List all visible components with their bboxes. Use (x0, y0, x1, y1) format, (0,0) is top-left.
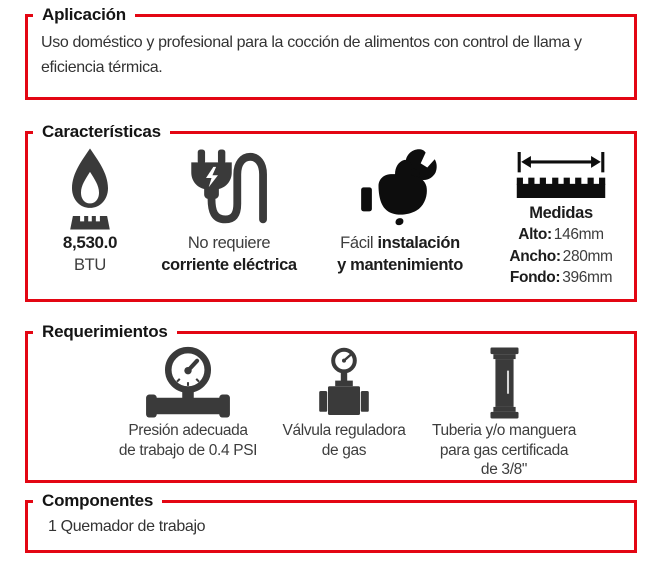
requirement-pipe (414, 345, 594, 480)
spec-fondo-label: Fondo: (509, 269, 561, 286)
no-electricity-caption (146, 232, 312, 276)
easy-install-line2: y mantenimiento (337, 256, 463, 274)
gas-valve-icon (278, 345, 410, 421)
ruler-icon (488, 146, 634, 200)
pipe-caption (414, 421, 594, 480)
component-item: 1 Quemador de trabajo (48, 518, 206, 535)
spec-alto (488, 224, 634, 246)
spec-fondo (488, 267, 634, 289)
valve-caption (278, 421, 410, 460)
requirements-row (28, 334, 634, 480)
feature-no-electricity (146, 146, 312, 289)
easy-install-prefix: Fácil (340, 234, 378, 252)
pressure-line2: de trabajo de 0.4 PSI (118, 441, 258, 459)
medidas-heading: Medidas (529, 204, 593, 222)
spec-ancho-value: 280mm (562, 247, 613, 265)
valve-line2: de gas (321, 441, 367, 459)
pressure-gauge-icon (102, 345, 274, 421)
section-title-aplicacion: Aplicación (33, 3, 135, 27)
spec-alto-label: Alto: (518, 226, 552, 243)
valve-line1: Válvula reguladora (282, 422, 406, 439)
section-caracteristicas (25, 122, 637, 302)
spec-ancho (488, 246, 634, 268)
no-electricity-line2: corriente eléctrica (161, 256, 297, 274)
section-componentes (25, 491, 637, 553)
no-electricity-line1: No requiere (187, 234, 271, 252)
product-spec-sheet (0, 5, 648, 553)
pipe-line3: de 3/8" (480, 461, 528, 478)
section-title-caracteristicas: Características (33, 120, 170, 144)
feature-medidas (488, 146, 634, 289)
easy-install-line1 (312, 232, 488, 254)
section-title-requerimientos: Requerimientos (33, 320, 177, 344)
pipe-line2: para gas certificada (439, 441, 569, 459)
requirement-pressure (102, 345, 274, 480)
pressure-caption (102, 421, 274, 460)
requirement-valve (278, 345, 410, 480)
gas-flame-icon (34, 146, 146, 232)
section-aplicacion (25, 5, 637, 100)
btu-value: 8,530.0 (62, 233, 118, 252)
btu-unit: BTU (74, 256, 106, 274)
spec-ancho-label: Ancho: (509, 247, 561, 265)
hand-wrench-icon (312, 146, 488, 232)
feature-easy-install (312, 146, 488, 289)
power-plug-icon (146, 146, 312, 232)
easy-install-caption (312, 232, 488, 276)
features-row (28, 134, 634, 289)
easy-install-bold1: instalación (377, 234, 460, 252)
spec-alto-value: 146mm (553, 226, 604, 243)
pipe-line1: Tuberia y/o manguera (431, 422, 577, 439)
section-requerimientos (25, 322, 637, 483)
btu-caption (34, 232, 146, 276)
feature-btu (34, 146, 146, 289)
aplicacion-description: Uso doméstico y profesional para la cocción de alimentos con control de llama y eficiencia térmica. (41, 34, 582, 76)
spec-fondo-value: 396mm (562, 269, 613, 286)
gas-pipe-icon (414, 345, 594, 421)
section-title-componentes: Componentes (33, 489, 162, 513)
pressure-line1: Presión adecuada (128, 422, 248, 439)
